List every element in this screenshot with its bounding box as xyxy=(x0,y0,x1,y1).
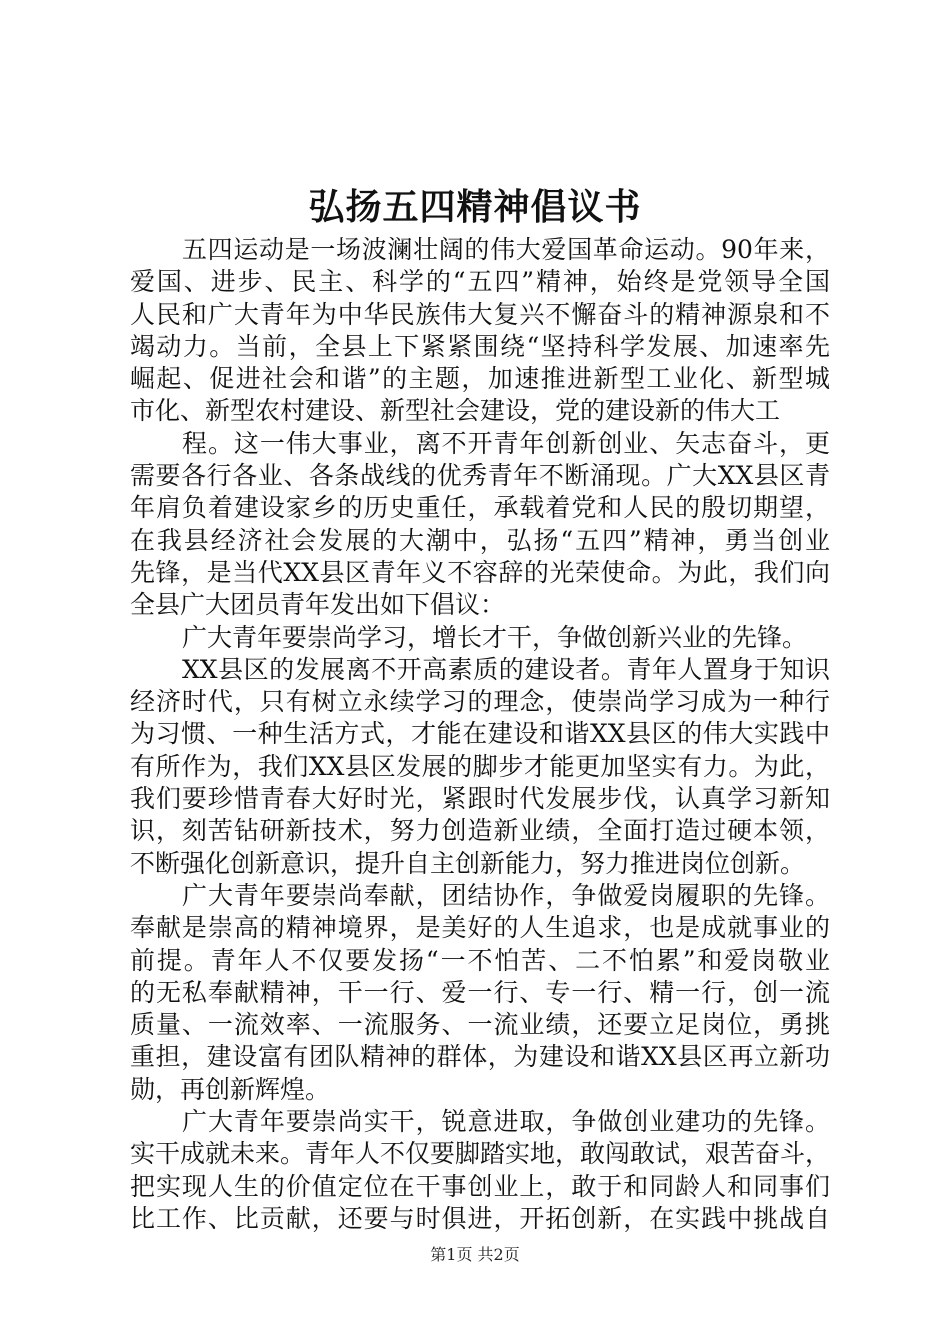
body-text-line: 崛起、促进社会和谐”的主题，加速推进新型工业化、新型城 xyxy=(130,364,830,394)
body-text-line: 前提。青年人不仅要发扬“一不怕苦、二不怕累”和爱岗敬业 xyxy=(130,945,830,975)
body-text-line: 年肩负着建设家乡的历史重任，承载着党和人民的殷切期望， xyxy=(130,493,830,523)
body-text-line: 比工作、比贡献，还要与时俱进，开拓创新，在实践中挑战自 xyxy=(130,1203,830,1233)
body-text-line: 为习惯、一种生活方式，才能在建设和谐XX县区的伟大实践中 xyxy=(130,719,830,749)
body-text-line: 把实现人生的价值定位在干事创业上，敢于和同龄人和同事们 xyxy=(130,1171,830,1201)
body-text-line: 爱国、进步、民主、科学的“五四”精神，始终是党领导全国 xyxy=(130,267,830,297)
body-text-line: 质量、一流效率、一流服务、一流业绩，还要立足岗位，勇挑 xyxy=(130,1010,830,1040)
body-text-line: 先锋，是当代XX县区青年义不容辞的光荣使命。为此，我们向 xyxy=(130,557,830,587)
body-text-line: 我们要珍惜青春大好时光，紧跟时代发展步伐，认真学习新知 xyxy=(130,784,830,814)
body-text-line: 五四运动是一场波澜壮阔的伟大爱国革命运动。90年来， xyxy=(182,235,830,264)
body-text-line: 勋，再创新辉煌。 xyxy=(130,1074,331,1104)
body-text-line: 广大青年要崇尚奉献，团结协作，争做爱岗履职的先锋。 xyxy=(182,880,830,910)
body-text-line: 广大青年要崇尚实干，锐意进取，争做创业建功的先锋。 xyxy=(182,1107,830,1137)
body-text-line: 广大青年要崇尚学习，增长才干，争做创新兴业的先锋。 xyxy=(182,622,808,652)
body-text-line: 在我县经济社会发展的大潮中，弘扬“五四”精神，勇当创业 xyxy=(130,525,830,555)
body-text-line: 奉献是崇高的精神境界，是美好的人生追求，也是成就事业的 xyxy=(130,913,830,943)
body-text-line: 需要各行各业、各条战线的优秀青年不断涌现。广大XX县区青 xyxy=(130,461,830,491)
body-text-line: 实干成就未来。青年人不仅要脚踏实地，敢闯敢试，艰苦奋斗， xyxy=(130,1139,831,1169)
body-text-line: 识，刻苦钻研新技术，努力创造新业绩，全面打造过硬本领， xyxy=(130,816,830,846)
body-text-line: 全县广大团员青年发出如下倡议： xyxy=(130,590,506,620)
body-text-line: 经济时代，只有树立永续学习的理念，使崇尚学习成为一种行 xyxy=(130,687,830,717)
body-text-line: 有所作为，我们XX县区发展的脚步才能更加坚实有力。为此， xyxy=(130,751,830,781)
body-text-line: 人民和广大青年为中华民族伟大复兴不懈奋斗的精神源泉和不 xyxy=(130,299,830,329)
page-footer: 第1页 共2页 xyxy=(430,1245,520,1264)
body-text-line: 的无私奉献精神，干一行、爱一行、专一行、精一行，创一流 xyxy=(130,977,830,1007)
body-text-line: 不断强化创新意识，提升自主创新能力，努力推进岗位创新。 xyxy=(130,848,806,878)
body-text-line: XX县区的发展离不开高素质的建设者。青年人置身于知识 xyxy=(182,654,830,684)
body-text-line: 市化、新型农村建设、新型社会建设，党的建设新的伟大工 xyxy=(130,396,781,426)
document-title: 弘扬五四精神倡议书 xyxy=(308,187,642,228)
body-text-line: 程。这一伟大事业，离不开青年创新创业、矢志奋斗，更 xyxy=(182,428,830,458)
document-body xyxy=(130,234,830,1235)
body-text-line: 竭动力。当前，全县上下紧紧围绕“坚持科学发展、加速率先 xyxy=(130,331,830,361)
body-text-line: 重担，建设富有团队精神的群体，为建设和谐XX县区再立新功 xyxy=(130,1042,830,1072)
